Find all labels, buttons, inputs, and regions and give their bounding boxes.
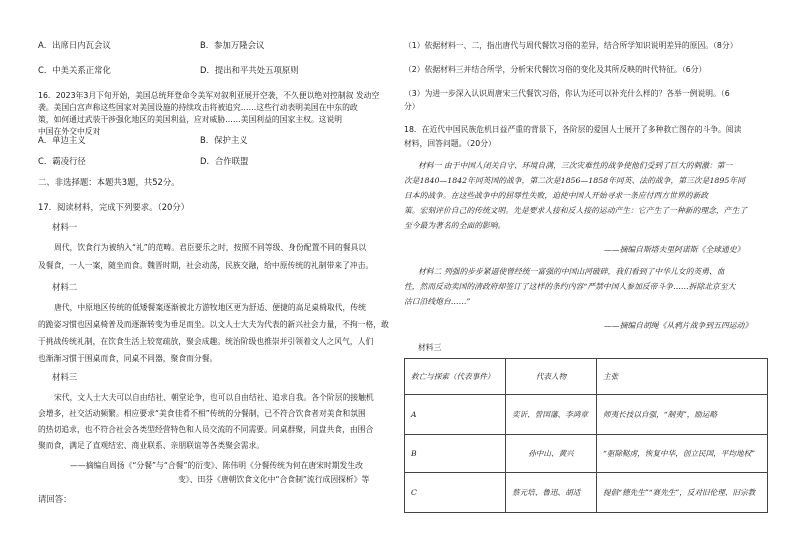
- q17-material3-title: 材料三: [52, 372, 78, 382]
- reform-movements-table: [404, 358, 768, 513]
- q18-material1-line1: 材料一 由于中国人闭关自守、环境自满，三次灾难性的战争使他们受到了巨大的刺激：第一: [418, 161, 733, 170]
- q15-option-d: D．提出和平共处五项原则: [200, 65, 299, 75]
- q16-option-c: C．霸凌行径: [38, 156, 86, 166]
- q18-material2-line2: 性，然而反动卖国的清政府却签订了这样的条约内容“严禁中国人参加反帝斗争……拆除北京至大: [404, 282, 736, 291]
- section-two-heading: 二、非选择题：本题共3题，共52分。: [38, 177, 180, 187]
- q18-material1-line3: 日本的战争。在这些战争中的屈辱性失败，迫使中国人开始寻求一条应付西方世界的新政: [404, 191, 709, 200]
- q18-material2-line1: 材料二 列强的步步紧逼使曾经统一富强的中国山河破碎，我们看到了中华儿女的英勇、血: [418, 267, 725, 276]
- q17-material3-line4: 聚而食，满足了直观结宏、商业联系、亲朋联谊等各类聚会需求。: [38, 441, 265, 450]
- q16-stem-line2: 袭。美国白宫声称这些国家对美国设施的持续攻击将被追究……这些行动表明美国在中东的政: [38, 103, 358, 112]
- q17-material2-line2: 的跪姿习惯也因桌椅普及而逐渐转变为垂足而坐。以文人士大夫为代表的新兴社会力量，不拘一格，敢: [38, 320, 389, 329]
- q18-material1-line4: 策。宏刻评价自己的传统文明。先是要求人接和反人接的运动产生：它产生了一种新的理念，产生了: [404, 206, 748, 215]
- q17-stem: 17．阅读材料，完成下列要求。（20分）: [38, 202, 190, 212]
- table-row: [405, 473, 768, 513]
- q17-material3-line1: 宋代，文人士大夫可以自由结社、朝堂论争，也可以自由结社、追求自我。各个阶层的接触机: [54, 393, 374, 402]
- table-cell-people: 蔡元培、鲁迅、胡适: [506, 473, 597, 513]
- q17-material3-line2: 会增多，社交活动频繁。相应要求“美食佳肴不相”传统的分餐制，已不符合饮食者对美食和氛围: [38, 409, 366, 418]
- table-cell-claim: 师夷长技以自强，“制夷”，励运略: [597, 395, 768, 435]
- q18-stem-line2: 材料，回答问题。（20分）: [404, 139, 496, 148]
- table-cell-people: 奕䜣、曾国藩、李鸿章: [506, 395, 597, 435]
- table-row: [405, 435, 768, 473]
- table-cell-event: A: [405, 395, 506, 435]
- table-cell-event: C: [405, 473, 506, 513]
- q16-option-a: A．单边主义: [38, 135, 86, 145]
- q16-option-b: B．保护主义: [200, 135, 248, 145]
- q18-material1-line2: 次是1840—1842年同英国的战争，第二次是1856—1858年同英、法的战争，第三次是1895年同: [404, 176, 745, 185]
- q18-material3-title: 材料三: [418, 343, 442, 352]
- q17-material2-line3: 于挑战传统礼制，在饮食生活上较宽疏放，聚会成趣。统治阶级也推崇并引领着文人之风气，人们: [38, 337, 374, 346]
- table-header-row: [405, 359, 768, 395]
- table-cell-event: B: [405, 435, 506, 473]
- q17-source-line2: 变》、田芬《唐朝饮食文化中“合食制”流行成因探析》等: [178, 475, 370, 484]
- q18-material1-source: ——摘编自斯塔夫里阿诺斯《全球通史》: [604, 245, 745, 254]
- q17-part1: （1）依据材料一、二，指出唐代与周代餐饮习俗的差异，结合所学知识说明差异的原因。（8分）: [404, 41, 738, 50]
- q16-stem-line4: 中国在外交中反对: [38, 127, 101, 136]
- q15-option-b: B．参加万隆会议: [200, 40, 265, 50]
- q15-option-c: C．中美关系正常化: [38, 65, 111, 75]
- q17-material1-line1: 周代，饮食行为被纳入“礼”的范畴。君臣要乐之时，按照不同等级、身份配置不同的餐具以: [54, 243, 367, 252]
- q17-part2: （2）依据材料三并结合所学，分析宋代餐饮习俗的变化及其所反映的时代特征。（6分）: [404, 65, 707, 74]
- table-cell-claim: “驱除鞑虏，恢复中华，创立民国，平均地权”: [597, 435, 768, 473]
- q18-material2-source: ——摘编自胡绳《从鸦片战争到五四运动》: [604, 321, 753, 330]
- q18-stem-line1: 18．在近代中国民族危机日益严重的背景下，各阶层的爱国人士展开了多种救亡图存的斗争。阅读: [404, 125, 742, 134]
- q16-option-d: D．合作联盟: [200, 156, 249, 166]
- table-header-cell: 救亡与探索（代表事件）: [405, 359, 506, 395]
- table-cell-claim: 提倡“德先生”“赛先生”，反对旧伦理、旧宗教: [597, 473, 768, 513]
- table-header-cell: 主张: [597, 359, 768, 395]
- q17-ask: 请回答：: [38, 494, 72, 504]
- q17-material1-line2: 及餐食，一人一案，随坐而食。魏晋时期，社会动荡，民族交融，给中原传统的礼制带来了冲击。: [38, 261, 374, 270]
- q17-part3-line1: （3）为进一步深入认识周唐宋三代餐饮习俗，你认为还可以补充什么样的？各举一例说明。（6: [404, 89, 730, 98]
- q17-material2-title: 材料二: [52, 282, 78, 292]
- q18-material1-line5: 至今最为著名的全面的影响。: [404, 221, 506, 230]
- q18-material2-line3: 沽口沿线炮台……”: [404, 297, 471, 306]
- q15-option-a: A．出席日内瓦会议: [38, 40, 111, 50]
- q16-stem-line1: 16．2023年3月下旬开始，美国总统拜登命令美军对叙利亚展开空袭，不久便以绝对控制叙 发动空: [38, 91, 380, 100]
- q17-material2-line1: 唐代，中原地区传统的低矮餐案逐渐被北方游牧地区更为舒适、便捷的高足桌椅取代，传统: [54, 303, 366, 312]
- q17-source-line1: ——摘编自周扬《“分餐”与“合餐”的衍变》、陈伟明《分餐传统为何在唐宋时期发生改: [70, 461, 363, 470]
- q17-part3-line2: 分）: [404, 102, 420, 111]
- table-header-cell: 代表人物: [506, 359, 597, 395]
- q16-stem-line3: 策，如何通过武装干涉强化地区的美国利益，应对威胁……美国利益的国家主权。这说明: [38, 115, 343, 124]
- table-cell-people: 孙中山、黄兴: [506, 435, 597, 473]
- q17-material2-line4: 也渐渐习惯于围桌而食，同桌不同器，聚食而分餐。: [38, 354, 218, 363]
- q17-material1-title: 材料一: [52, 222, 78, 232]
- q17-material3-line3: 的热切追求，也不符合社会各类型经营特色和人员交流的不同需要。同桌群聚，同盘共食，由围合: [38, 425, 374, 434]
- table-row: [405, 395, 768, 435]
